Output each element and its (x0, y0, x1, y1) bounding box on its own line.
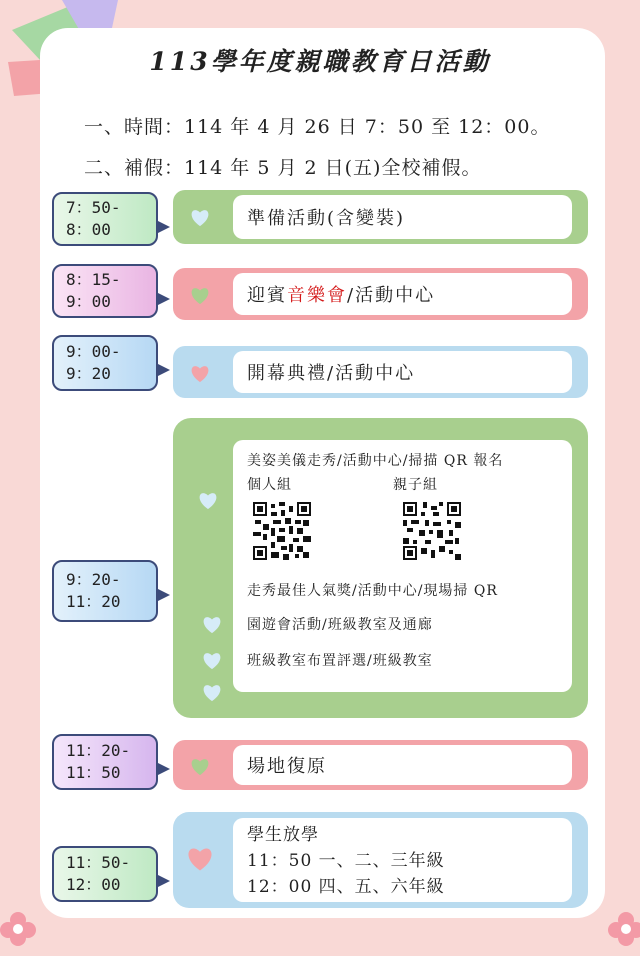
qr-code-individual[interactable] (253, 502, 311, 560)
activity-text (233, 273, 572, 315)
heart-icon (185, 844, 215, 872)
time-end: 9：00 (66, 292, 111, 311)
activity-bar-1 (173, 190, 588, 244)
qr-code-family[interactable] (403, 502, 461, 560)
heart-icon (189, 285, 211, 305)
time-start: 9：20- (66, 570, 121, 589)
activity-bar-6 (173, 812, 588, 908)
time-bubble-6 (52, 846, 158, 902)
dismissal-line-2: 12：00 四、五、六年級 (247, 877, 445, 897)
heart-icon (189, 207, 211, 227)
info-time: 一、時間：114 年 4 月 26 日 7：50 至 12：00。 (84, 116, 551, 138)
flower-right-icon (606, 906, 640, 946)
activity-pre: 迎賓 (247, 285, 287, 306)
dismissal-title: 學生放學 (247, 825, 319, 845)
info-holiday: 二、補假：114 年 5 月 2 日(五)全校補假。 (84, 157, 482, 179)
activity-highlight: 音樂會 (287, 285, 347, 306)
time-bubble-5 (52, 734, 158, 790)
activity-line-4: 班級教室布置評選/班級教室 (247, 653, 433, 669)
activity-bar-2 (173, 268, 588, 320)
dismissal-line-1: 11：50 一、二、三年級 (247, 851, 445, 871)
activity-line-3: 園遊會活動/班級教室及通廊 (247, 617, 433, 633)
time-start: 11：20- (66, 741, 131, 760)
time-start: 11：50- (66, 853, 131, 872)
group-individual: 個人組 (247, 477, 292, 493)
group-family: 親子組 (393, 477, 438, 493)
time-bubble-4 (52, 560, 158, 622)
heart-icon (201, 614, 223, 634)
activity-bar-4 (173, 418, 588, 718)
time-bubble-1 (52, 192, 158, 246)
time-end: 11：20 (66, 592, 121, 611)
activity-panel (233, 440, 572, 692)
activity-text: 開幕典禮/活動中心 (233, 351, 572, 393)
time-end: 9：20 (66, 364, 111, 383)
activity-line-2: 走秀最佳人氣獎/活動中心/現場掃 QR (247, 583, 498, 599)
activity-bar-5 (173, 740, 588, 790)
heart-icon (189, 363, 211, 383)
time-bubble-2 (52, 264, 158, 318)
time-start: 7：50- (66, 198, 121, 217)
activity-text: 場地復原 (233, 745, 572, 785)
activity-text: 準備活動(含變裝) (233, 195, 572, 239)
heart-icon (201, 682, 223, 702)
time-start: 9：00- (66, 342, 121, 361)
time-end: 12：00 (66, 875, 121, 894)
heart-icon (201, 650, 223, 670)
activity-bar-3 (173, 346, 588, 398)
flower-left-icon (0, 906, 40, 946)
time-bubble-3 (52, 335, 158, 391)
activity-post: /活動中心 (347, 285, 436, 306)
heart-icon (197, 490, 219, 510)
time-end: 11：50 (66, 763, 121, 782)
time-end: 8：00 (66, 220, 111, 239)
time-start: 8：15- (66, 270, 121, 289)
poster-title: 113學年度親職教育日活動 (149, 47, 491, 76)
heart-icon (189, 756, 211, 776)
activity-line-1: 美姿美儀走秀/活動中心/掃描 QR 報名 (247, 453, 504, 469)
activity-panel (233, 818, 572, 902)
